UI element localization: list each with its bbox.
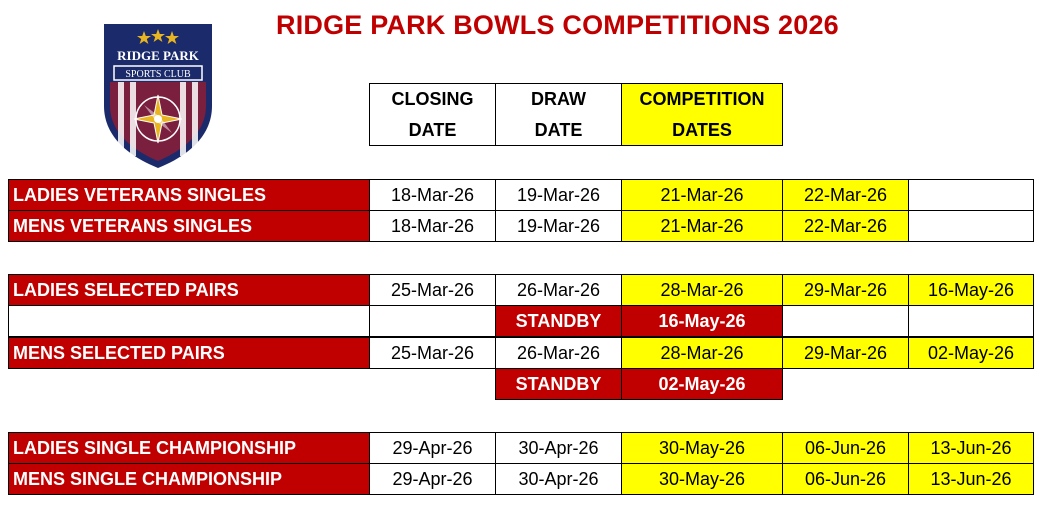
competition-date-3: 16-May-26	[908, 274, 1034, 306]
empty-cell	[369, 305, 496, 337]
competition-date-1: 30-May-26	[621, 432, 783, 464]
standby-date: 02-May-26	[621, 368, 783, 400]
competition-date-2: 06-Jun-26	[782, 463, 909, 495]
competition-date-1: 21-Mar-26	[621, 210, 783, 242]
closing-date: 18-Mar-26	[369, 210, 496, 242]
competition-date-1: 28-Mar-26	[621, 274, 783, 306]
draw-date: 19-Mar-26	[495, 179, 622, 211]
row-label: MENS SINGLE CHAMPIONSHIP	[8, 463, 370, 495]
svg-text:SPORTS CLUB: SPORTS CLUB	[125, 69, 191, 80]
closing-date: 29-Apr-26	[369, 463, 496, 495]
page-title: RIDGE PARK BOWLS COMPETITIONS 2026	[276, 10, 839, 40]
header-closing-date: CLOSING DATE	[369, 83, 496, 146]
row-label: MENS SELECTED PAIRS	[8, 337, 370, 369]
standby-label: STANDBY	[495, 368, 622, 400]
competition-date-2: 06-Jun-26	[782, 432, 909, 464]
closing-date: 25-Mar-26	[369, 274, 496, 306]
competition-date-3: 02-May-26	[908, 337, 1034, 369]
draw-date: 30-Apr-26	[495, 432, 622, 464]
closing-date: 29-Apr-26	[369, 432, 496, 464]
standby-label: STANDBY	[495, 305, 622, 337]
standby-date: 16-May-26	[621, 305, 783, 337]
competition-date-3: 13-Jun-26	[908, 432, 1034, 464]
row-label: LADIES VETERANS SINGLES	[8, 179, 370, 211]
empty-cell	[908, 305, 1034, 337]
row-label: LADIES SINGLE CHAMPIONSHIP	[8, 432, 370, 464]
club-crest-logo	[96, 20, 220, 170]
row-label: LADIES SELECTED PAIRS	[8, 274, 370, 306]
draw-date: 26-Mar-26	[495, 274, 622, 306]
competition-date-2: 22-Mar-26	[782, 179, 909, 211]
header-draw-date: DRAW DATE	[495, 83, 622, 146]
empty-cell	[782, 305, 909, 337]
competition-date-2: 22-Mar-26	[782, 210, 909, 242]
competition-date-3	[908, 210, 1034, 242]
row-label: MENS VETERANS SINGLES	[8, 210, 370, 242]
competition-date-2: 29-Mar-26	[782, 274, 909, 306]
closing-date: 25-Mar-26	[369, 337, 496, 369]
competition-date-1: 21-Mar-26	[621, 179, 783, 211]
header-competition-dates: COMPETITION DATES	[621, 83, 783, 146]
competition-date-3	[908, 179, 1034, 211]
draw-date: 19-Mar-26	[495, 210, 622, 242]
empty-cell	[8, 305, 370, 337]
draw-date: 30-Apr-26	[495, 463, 622, 495]
competition-date-1: 30-May-26	[621, 463, 783, 495]
competition-date-1: 28-Mar-26	[621, 337, 783, 369]
closing-date: 18-Mar-26	[369, 179, 496, 211]
competition-date-3: 13-Jun-26	[908, 463, 1034, 495]
competition-date-2: 29-Mar-26	[782, 337, 909, 369]
draw-date: 26-Mar-26	[495, 337, 622, 369]
svg-text:RIDGE PARK: RIDGE PARK	[117, 48, 199, 63]
